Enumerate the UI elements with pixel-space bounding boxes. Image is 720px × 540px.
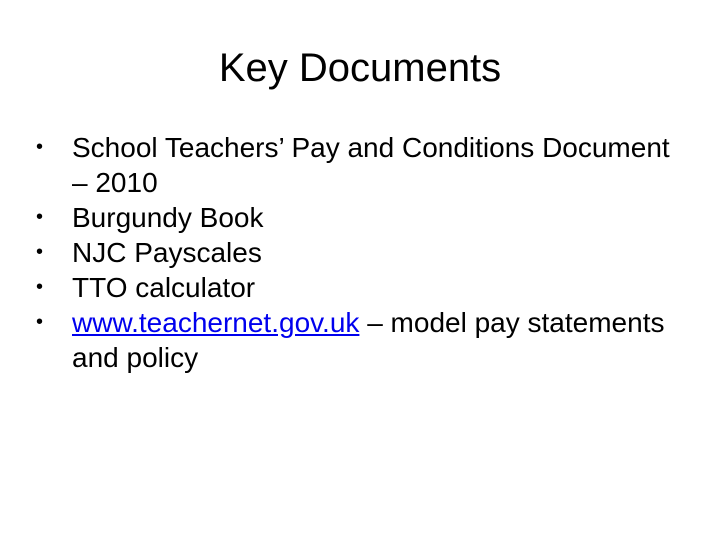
bullet-icon: • bbox=[36, 206, 44, 228]
list-item bbox=[36, 130, 676, 200]
slide-title: Key Documents bbox=[218, 46, 502, 90]
list-item bbox=[36, 270, 676, 305]
list-item-text: NJC Payscales bbox=[72, 237, 262, 268]
list-item-text: – model pay statements and policy bbox=[72, 307, 665, 373]
bullet-icon: • bbox=[36, 241, 44, 263]
list-item-text: School Teachers’ Pay and Conditions Document – 2010 bbox=[72, 132, 670, 198]
bullet-list bbox=[36, 130, 676, 375]
list-item-text: Burgundy Book bbox=[72, 202, 264, 233]
bullet-icon: • bbox=[36, 276, 44, 298]
bullet-icon: • bbox=[36, 136, 44, 158]
list-item-text: TTO calculator bbox=[72, 272, 256, 303]
list-item bbox=[36, 235, 676, 270]
bullet-icon: • bbox=[36, 311, 44, 333]
list-item bbox=[36, 305, 676, 375]
teachernet-link[interactable]: www.teachernet.gov.uk bbox=[72, 307, 360, 338]
list-item bbox=[36, 200, 676, 235]
